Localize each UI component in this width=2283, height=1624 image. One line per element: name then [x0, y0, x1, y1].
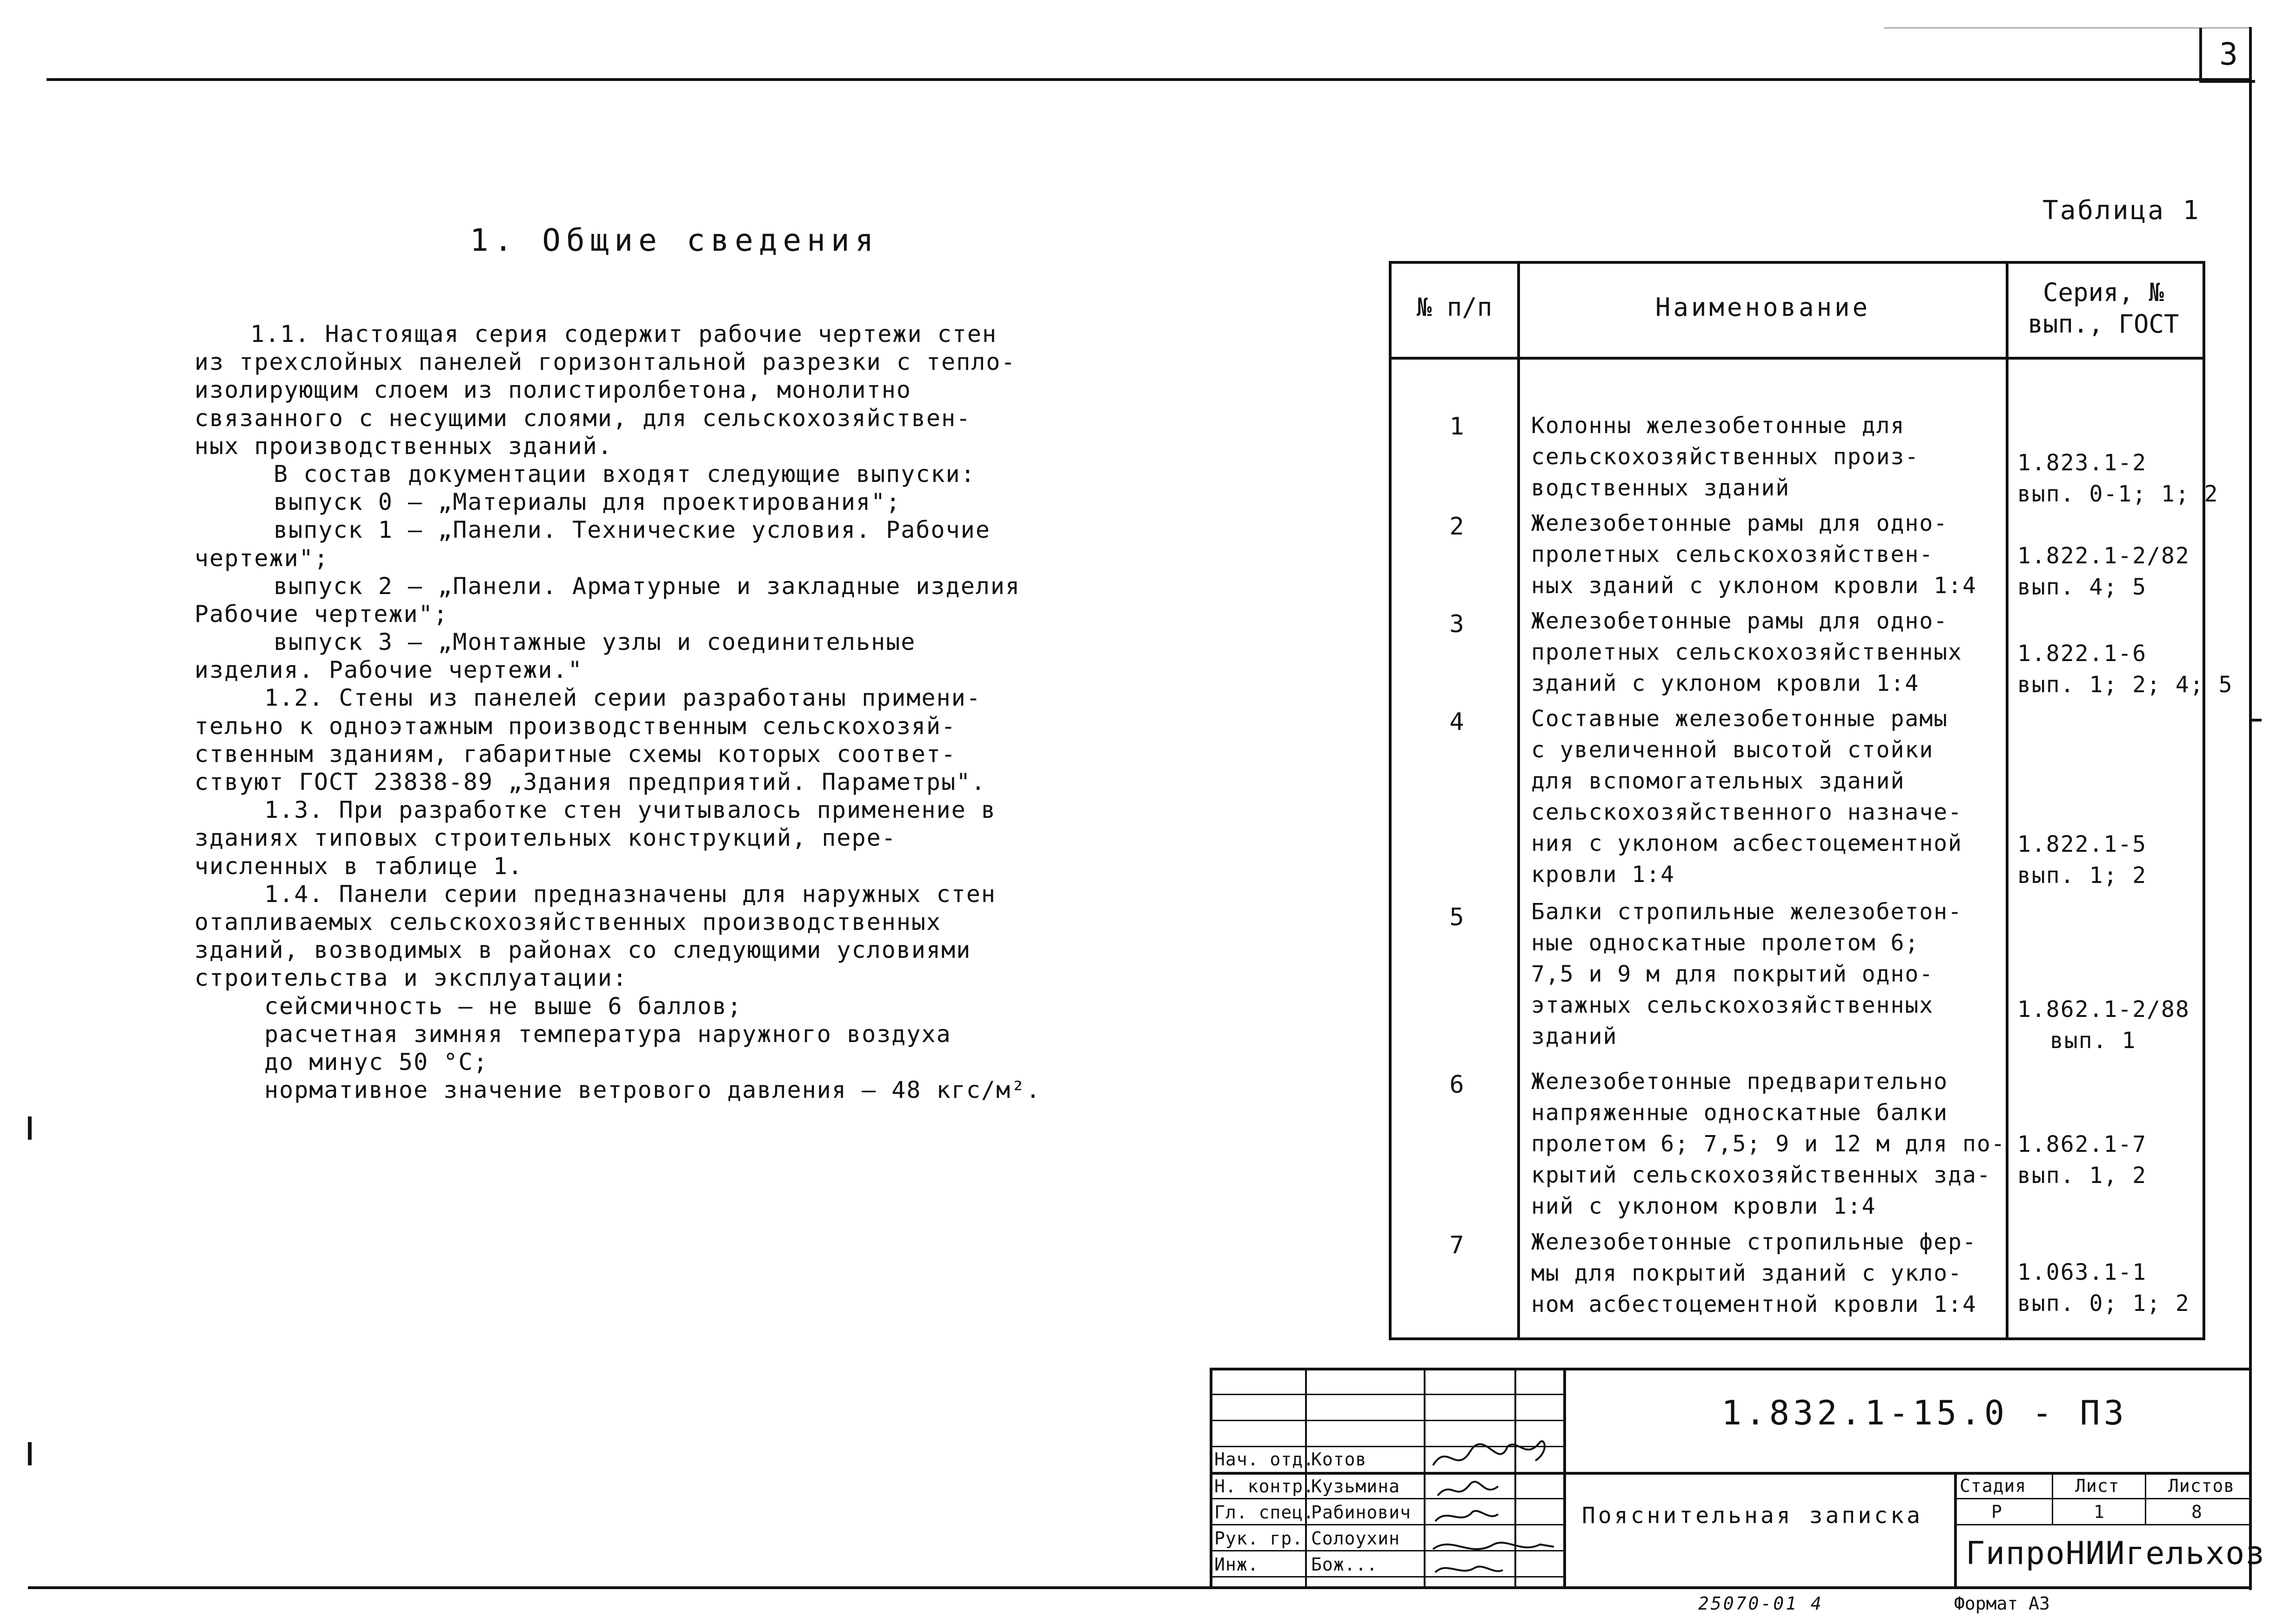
text-line: ствуют ГОСТ 23838-89 „Здания предприятий. Параметры".	[194, 769, 986, 795]
sheet-label: Лист	[2075, 1476, 2120, 1496]
text-line: 1.2. Стены из панелей серии разработаны примени-	[264, 684, 981, 712]
row-number: 6	[1449, 1071, 1464, 1099]
section-body	[194, 320, 1041, 1104]
grid-line	[2145, 1472, 2146, 1524]
margin-tick	[2250, 719, 2262, 722]
row-name: Составные железобетонные рамы с увеличенной высотой стойки для вспомогательных зданий сельскохозяйственного назначе- ния с уклоном асбестоцементной кровли 1:4	[1531, 706, 1962, 888]
text-line: 1.1. Настоящая серия содержит рабочие чертежи стен	[250, 321, 998, 348]
text-line: Рабочие чертежи";	[194, 600, 449, 628]
grid-line	[1954, 1498, 2252, 1499]
column-divider	[2006, 264, 2009, 1337]
grid-line	[1210, 1394, 1563, 1395]
text-line: расчетная зимняя температура наружного воздуха	[264, 1020, 951, 1048]
signature-5	[1435, 1567, 1503, 1572]
format-label: Формат А3	[1954, 1593, 2050, 1614]
role-label: Н. контр.	[1214, 1476, 1314, 1497]
stage-label: Стадия	[1960, 1476, 2027, 1496]
row-series: 1.063.1-1 вып. 0; 1; 2	[2017, 1259, 2190, 1317]
row-number: 1	[1449, 413, 1464, 441]
row-name: Балки стропильные железобетон- ные односкатные пролетом 6; 7,5 и 9 м для покрытий одно- этажных сельскохозяйственных зданий	[1531, 899, 1962, 1049]
role-label: Нач. отд.	[1214, 1449, 1314, 1470]
section-heading: 1. Общие сведения	[470, 222, 879, 258]
text-line: из трехслойных панелей горизонтальной разрезки с тепло-	[194, 348, 1016, 376]
table-caption: Таблица 1	[2042, 195, 2201, 226]
row-series: 1.822.1-6 вып. 1; 2; 4; 5	[2017, 641, 2233, 698]
person-name: Котов	[1311, 1449, 1367, 1470]
sheet-value: 1	[2094, 1502, 2105, 1522]
text-line: зданиях типовых строительных конструкций, пере-	[194, 824, 897, 852]
text-line: нормативное значение ветрового давления – 48 кгс/м².	[264, 1076, 1041, 1104]
signatures	[1428, 1433, 1568, 1582]
text-line: выпуск 3 – „Монтажные узлы и соединительные	[274, 628, 916, 656]
person-name: Солоухин	[1311, 1528, 1400, 1549]
row-number: 2	[1449, 513, 1464, 541]
row-number: 4	[1449, 708, 1464, 736]
document-code: 1.832.1-15.0 - ПЗ	[1721, 1393, 2128, 1432]
row-name: Железобетонные рамы для одно- пролетных сельскохозяйственных зданий с уклоном кровли 1:4	[1531, 608, 1962, 696]
header-divider	[1392, 357, 2203, 360]
header-no: № п/п	[1416, 293, 1493, 322]
role-label: Рук. гр.	[1214, 1528, 1304, 1549]
row-name: Железобетонные предварительно напряженные односкатные балки пролетом 6; 7,5; 9 и 12 м для по- крытий сельскохозяйственных зда- ний с уклоном кровли 1:4	[1531, 1069, 2006, 1219]
text-line: выпуск 1 – „Панели. Технические условия. Рабочие	[274, 516, 991, 544]
top-frame-line-upper	[1884, 27, 2252, 29]
text-line: до минус 50 °С;	[264, 1048, 489, 1076]
text-line: ных производственных зданий.	[194, 432, 613, 460]
text-line: зданий, возводимых в районах со следующими условиями	[194, 936, 971, 964]
header-name: Наименование	[1655, 293, 1871, 322]
row-series: 1.862.1-2/88 вып. 1	[2017, 996, 2190, 1054]
text-line: связанного с несущими слоями, для сельскохозяйствен-	[194, 404, 971, 432]
row-series: 1.823.1-2 вып. 0-1; 1; 2	[2017, 450, 2219, 507]
role-label: Гл. спец.	[1214, 1502, 1314, 1523]
grid-line	[1210, 1472, 2252, 1475]
row-number: 3	[1449, 610, 1464, 638]
text-line: выпуск 2 – „Панели. Арматурные и закладные изделия	[274, 572, 1021, 600]
stage-value: Р	[1991, 1502, 2002, 1522]
grid-line	[2052, 1472, 2053, 1524]
signature-3	[1435, 1511, 1498, 1521]
signature-1	[1433, 1441, 1545, 1465]
row-name: Железобетонные стропильные фер- мы для покрытий зданий с укло- ном асбестоцементной кровли 1:4	[1531, 1229, 1977, 1317]
person-name: Кузьмина	[1311, 1476, 1400, 1497]
text-line: В состав документации входят следующие выпуски:	[274, 460, 976, 488]
grid-line	[1210, 1420, 1563, 1421]
text-line: сейсмичность – не выше 6 баллов;	[264, 992, 743, 1020]
signature-4	[1433, 1543, 1554, 1549]
title-block	[1210, 1368, 2266, 1589]
row-series: 1.862.1-7 вып. 1, 2	[2017, 1131, 2147, 1189]
document-title: Пояснительная записка	[1582, 1503, 1923, 1529]
grid-line	[1424, 1368, 1426, 1589]
margin-tick	[28, 1116, 32, 1140]
text-line: строительства и эксплуатации:	[194, 964, 628, 992]
sheets-value: 8	[2191, 1502, 2203, 1522]
person-name: Бож...	[1311, 1554, 1378, 1575]
text-line: численных в таблице 1.	[194, 852, 523, 880]
column-divider	[1517, 264, 1520, 1337]
text-line: изделия. Рабочие чертежи."	[194, 656, 583, 684]
text-line: изолирующим слоем из полистиролбетона, монолитно	[194, 376, 911, 404]
page-number: 3	[2219, 36, 2238, 72]
row-name: Железобетонные рамы для одно- пролетных сельскохозяйствен- ных зданий с уклоном кровли 1:4	[1531, 510, 1977, 599]
role-label: Инж.	[1214, 1554, 1259, 1575]
row-name: Колонны железобетонные для сельскохозяйственных произ- водственных зданий	[1531, 413, 1920, 501]
text-line: 1.4. Панели серии предназначены для наружных стен	[264, 880, 997, 908]
title-block-top	[1210, 1368, 2252, 1370]
text-line: ственным зданиям, габаритные схемы которых соответ-	[194, 740, 957, 768]
top-frame-line	[47, 78, 2252, 81]
text-line: тельно к одноэтажным производственным сельскохозяй-	[194, 712, 957, 740]
text-line: чертежи";	[194, 544, 329, 572]
margin-tick	[28, 1442, 32, 1465]
person-name: Рабинович	[1311, 1502, 1411, 1523]
row-number: 5	[1449, 903, 1464, 931]
row-series: 1.822.1-2/82 вып. 4; 5	[2017, 543, 2190, 600]
series-table	[1389, 261, 2233, 1340]
title-block-left	[1210, 1368, 1212, 1589]
right-frame-line	[2249, 27, 2252, 1590]
sheets-label: Листов	[2168, 1476, 2235, 1496]
signature-2	[1438, 1482, 1498, 1496]
grid-line	[1954, 1472, 1957, 1589]
header-series: Серия, № вып., ГОСТ	[2028, 278, 2179, 339]
text-line: выпуск 0 – „Материалы для проектирования";	[274, 488, 901, 516]
grid-line	[1954, 1524, 2252, 1525]
row-number: 7	[1449, 1231, 1464, 1259]
row-series: 1.822.1-5 вып. 1; 2	[2017, 831, 2147, 889]
text-line: отапливаемых сельскохозяйственных производственных	[194, 908, 942, 936]
page-number-box	[2199, 28, 2255, 83]
organization: ГипроНИИгельхоз	[1966, 1535, 2266, 1572]
footer-number: 25070-01 4	[1698, 1593, 1823, 1614]
text-line: 1.3. При разработке стен учитывалось применение в	[264, 796, 997, 824]
